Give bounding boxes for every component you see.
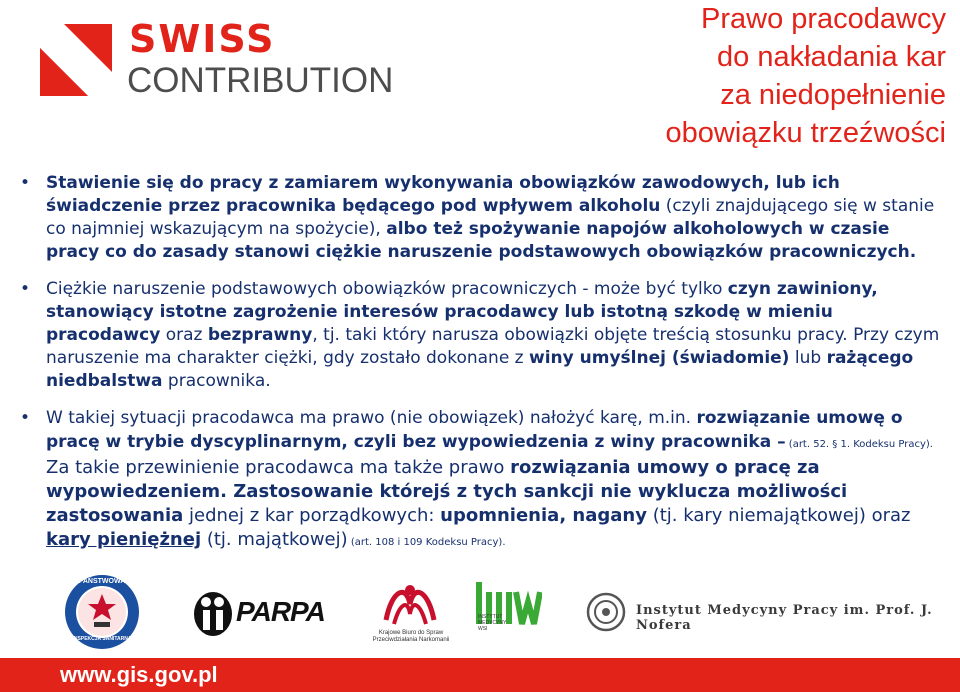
bullet-text-segment: , tj. taki który narusza obowiązki objęte treścią stosunku pracy. Przy czym naruszenie ma charakter ciężki, gdy zostało dokonane z	[46, 325, 940, 368]
bullet-text-segment: (art. 52. § 1. Kodeksu Pracy).	[785, 439, 933, 450]
nofer-emblem-icon	[586, 592, 626, 632]
footer-url-link[interactable]: www.gis.gov.pl	[60, 662, 218, 687]
bullet-item	[20, 407, 948, 554]
imw-subtext: INSTYTUT MEDYCYNY WSI	[478, 614, 507, 632]
title-line: obowiązku trzeźwości	[665, 117, 946, 149]
parpa-figures-icon	[192, 588, 234, 636]
bullet-text-segment: rozwiązania umowy o pracę za wypowiedzeniem. Zastosowanie którejś z tych sankcji nie wyklucza możliwości zastosowania	[46, 457, 848, 526]
seal-top-text: PAŃSTWOWA	[78, 578, 126, 585]
footer-bar	[0, 658, 960, 692]
bullet-text-segment: jednej z kar porządkowych:	[183, 505, 441, 526]
krajowe-biuro-logo-icon	[378, 580, 442, 630]
bullet-text-segment: upomnienia, nagany	[440, 505, 647, 526]
krajowe-biuro-text: Krajowe Biuro do Spraw Przeciwdziałania Narkomanii	[372, 630, 450, 643]
swiss-flag-icon	[40, 24, 112, 96]
bullet-text-segment: bezprawny	[207, 325, 313, 345]
nofer-institute-name: Instytut Medycyny Pracy im. Prof. J. Nofera	[636, 603, 933, 633]
bullet-text-segment: albo też spożywanie napojów alkoholowych w czasie pracy co do zasady stanowi ciężkie naruszenie podstawowych obowiązków pracowniczych.	[46, 219, 917, 262]
bullet-text-segment: czyn zawiniony, stanowiący istotne zagrożenie interesów pracodawcy lub istotną szkodę w mieniu pracodawcy	[46, 279, 878, 345]
title-line: Prawo pracodawcy	[701, 3, 946, 35]
page-title	[526, 0, 946, 152]
bullet-text-segment: (tj. majątkowej)	[201, 529, 348, 550]
bullet-text-segment: rozwiązanie umowę o pracę w trybie dyscyplinarnym, czyli bez wypowiedzenia z winy pracownika –	[46, 408, 903, 452]
title-line: do nakładania kar	[717, 41, 946, 73]
bullet-text-segment: W takiej sytuacji pracodawca ma prawo (nie obowiązek) nałożyć karę, m.in.	[46, 408, 697, 428]
bullet-text-segment: (art. 108 i 109 Kodeksu Pracy).	[347, 537, 506, 548]
title-line: za niedopełnienie	[720, 79, 946, 111]
bullet-text-segment: lub	[789, 348, 827, 368]
bullet-text-segment: winy umyślnej (świadomie)	[529, 348, 790, 368]
seal-bottom-text: INSPEKCJA SANITARNA	[72, 636, 132, 642]
parpa-logo: PARPA	[236, 596, 325, 627]
bullet-text-segment: Za takie przewinienie pracodawca ma także prawo	[46, 457, 511, 478]
bullet-list	[20, 172, 948, 568]
bullet-text-segment: oraz	[160, 325, 208, 345]
bullet-text-segment: kary pieniężnej	[46, 529, 202, 550]
bullet-text-segment: Stawienie się do pracy z zamiarem wykonywania obowiązków zawodowych, lub ich świadczenie przez pracownika będącego pod wpływem alkoholu	[46, 173, 840, 216]
brand-subname: CONTRIBUTION	[127, 61, 394, 100]
bullet-text-segment: pracownika.	[162, 371, 271, 391]
bullet-item	[20, 172, 948, 264]
bullet-text-segment: (czyli znajdującego się w stanie co najmniej wskazującym na spożycie),	[46, 196, 935, 239]
brand-name: SWISS	[129, 17, 276, 61]
bullet-text-segment: rażącego niedbalstwa	[46, 348, 914, 391]
bullet-item	[20, 278, 948, 393]
bullet-text-segment: Ciężkie naruszenie podstawowych obowiązków pracowniczych - może być tylko	[46, 279, 728, 299]
bullet-text-segment: (tj. kary niemajątkowej) oraz	[646, 505, 911, 526]
